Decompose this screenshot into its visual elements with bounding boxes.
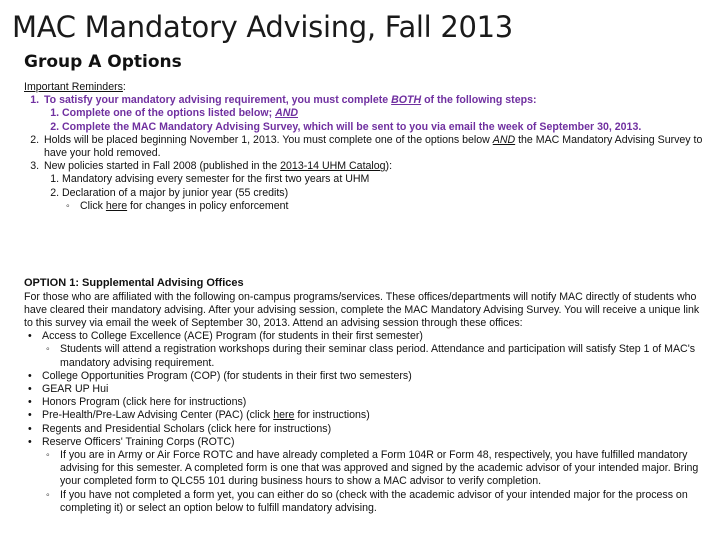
list-item	[60, 449, 700, 489]
policy-click-text: Click	[80, 199, 106, 212]
pac-link[interactable]: here	[273, 409, 295, 422]
office-gear-up: GEAR UP Hui	[42, 382, 109, 395]
offices-list	[24, 330, 700, 515]
ace-sublist	[42, 343, 700, 369]
reminder-1-steps	[44, 107, 704, 133]
list-item	[42, 436, 700, 515]
office-regents: Regents and Presidential Scholars (click here for instructions)	[42, 422, 332, 435]
list-item	[42, 134, 704, 160]
list-item	[60, 489, 700, 515]
policy-list	[44, 173, 704, 213]
list-item	[62, 173, 704, 186]
reminder-3-text: New policies started in Fall 2008 (published in the	[44, 160, 281, 173]
policy-sublist	[62, 200, 704, 213]
pac-tail: for instructions)	[294, 409, 370, 422]
reminder-2-and: AND	[492, 133, 516, 146]
list-item	[80, 200, 704, 213]
option-1-intro: For those who are affiliated with the following on-campus programs/services. These offices/departments will notify MAC directly of students who have cleared their mandatory advising. After your advising session, complete the MAC Mandatory Advising Survey. You will receive a unique link to this survey via email the week of September 30, 2013. Attend an advising session through these offices:	[24, 290, 700, 329]
page-title: MAC Mandatory Advising, Fall 2013	[12, 10, 513, 44]
office-cop: College Opportunities Program (COP) (for students in their first two semesters)	[42, 369, 412, 382]
reminder-3-tail: ):	[385, 160, 393, 173]
policy-1-text: Mandatory advising every semester for the first two years at UHM	[62, 173, 370, 186]
list-item	[42, 94, 704, 134]
list-item	[42, 423, 700, 436]
office-ace: Access to College Excellence (ACE) Program (for students in their first semester)	[42, 330, 423, 343]
ace-detail: Students will attend a registration workshops during their seminar class period. Attendance and participation will satisfy Step 1 of MAC's mandatory advising requirement.	[60, 343, 696, 369]
reminder-1-text: To satisfy your mandatory advising requirement, you must complete	[44, 94, 392, 107]
list-item	[42, 409, 700, 422]
reminders-colon: :	[122, 81, 126, 93]
important-reminders	[24, 81, 704, 249]
section-title: Group A Options	[24, 52, 182, 72]
list-item	[42, 330, 700, 370]
list-item	[62, 187, 704, 213]
reminders-list	[24, 94, 704, 213]
list-item	[62, 107, 704, 120]
reminder-1-tail: of the following steps:	[421, 94, 537, 107]
reminder-1-both: BOTH	[391, 94, 422, 107]
rotc-detail-1: If you are in Army or Air Force ROTC and have already completed a Form 104R or Form 48, respectively, you have fulfilled mandatory advising for this semester. A completed form is one that was approved and signed by the academic advisor of your intended major. Bring your completed form to QLC55 101 during business hours to show a MAC advisor to verify completion.	[60, 448, 699, 488]
policy-2-text: Declaration of a major by junior year (55 credits)	[62, 186, 289, 199]
option-1-heading: OPTION 1: Supplemental Advising Offices	[24, 277, 244, 289]
list-item	[62, 121, 704, 134]
reminder-2-text: Holds will be placed beginning November 1, 2013. You must complete one of the options below	[44, 133, 493, 146]
rotc-sublist	[42, 449, 700, 515]
list-item	[42, 160, 704, 213]
step-1-text: Complete one of the options listed below;	[62, 107, 276, 120]
policy-changes-tail: for changes in policy enforcement	[127, 199, 289, 212]
office-rotc: Reserve Officers' Training Corps (ROTC)	[42, 435, 235, 448]
policy-changes-link[interactable]: here	[105, 199, 128, 212]
option-1-section	[24, 277, 700, 515]
office-honors: Honors Program (click here for instructions)	[42, 396, 247, 409]
reminders-heading-text: Important Reminders	[24, 81, 123, 93]
fade-overlay	[24, 231, 704, 249]
list-item	[60, 343, 700, 369]
list-item	[42, 383, 700, 396]
step-2-text: Complete the MAC Mandatory Advising Survey, which will be sent to you via email the week of September 30, 2013.	[62, 120, 642, 133]
catalog-link[interactable]: 2013-14 UHM Catalog	[280, 160, 386, 173]
list-item	[42, 396, 700, 409]
step-1-and: AND	[275, 107, 299, 120]
reminders-heading	[24, 81, 704, 94]
office-pac: Pre-Health/Pre-Law Advising Center (PAC) (click	[42, 409, 274, 422]
list-item	[42, 370, 700, 383]
reminder-2-tail: the MAC Mandatory Advising Survey to have your hold removed.	[44, 133, 703, 160]
rotc-detail-2: If you have not completed a form yet, you can either do so (check with the academic advisor of your intended major for the process on completing it) or select an option below to fulfill mandatory advising.	[60, 488, 688, 514]
